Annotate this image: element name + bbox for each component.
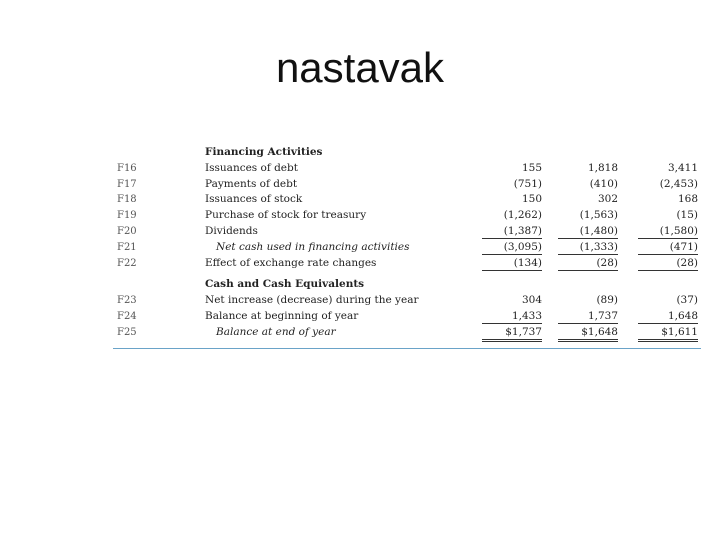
- row-value-col-1: (1,387): [482, 224, 542, 239]
- table-row: [113, 325, 701, 341]
- row-value-col-1: 155: [521, 161, 542, 174]
- row-code: F23: [117, 295, 137, 307]
- row-value-col-1: (3,095): [482, 240, 542, 255]
- row-value-col-3: (15): [676, 209, 698, 222]
- table-row: [113, 192, 701, 208]
- row-value-col-3: 1,648: [638, 309, 698, 324]
- slide-title-text: nastavak: [275, 44, 445, 91]
- row-value-col-3: (28): [638, 256, 698, 271]
- row-value-col-3: $1,611: [638, 325, 698, 342]
- row-label: Balance at beginning of year: [205, 309, 359, 322]
- row-value-col-1: 150: [521, 193, 542, 206]
- section-heading: Cash and Cash Equivalents: [205, 278, 365, 291]
- row-value-col-1: 1,433: [482, 309, 542, 324]
- row-label: Payments of debt: [205, 177, 298, 190]
- row-code: F19: [117, 210, 137, 222]
- row-code: F20: [117, 225, 137, 237]
- table-row: [113, 177, 701, 193]
- row-value-col-2: 1,818: [587, 161, 618, 174]
- row-value-col-2: 302: [597, 193, 618, 206]
- slide-title: [0, 44, 720, 92]
- row-code: F25: [117, 326, 137, 338]
- row-code: F17: [117, 178, 137, 190]
- row-code: F21: [117, 241, 137, 253]
- row-value-col-3: (471): [638, 240, 698, 255]
- row-value-col-1: (751): [513, 177, 542, 190]
- table-row: [113, 240, 701, 256]
- row-label: Issuances of debt: [205, 161, 298, 174]
- table-row: [113, 256, 701, 272]
- row-code: F18: [117, 194, 137, 206]
- table-row: [113, 161, 701, 177]
- row-value-col-2: 1,737: [558, 309, 618, 324]
- section-heading-row: [113, 277, 701, 293]
- row-code: F24: [117, 310, 137, 322]
- row-label: Balance at end of year: [216, 325, 336, 338]
- row-value-col-2: (89): [596, 294, 618, 307]
- row-label: Effect of exchange rate changes: [205, 256, 377, 269]
- row-value-col-1: 304: [521, 294, 542, 307]
- row-label: Net cash used in financing activities: [216, 240, 410, 253]
- row-value-col-3: 168: [677, 193, 698, 206]
- row-value-col-2: (1,333): [558, 240, 618, 255]
- row-value-col-1: (1,262): [503, 209, 542, 222]
- row-value-col-2: (1,563): [579, 209, 618, 222]
- row-value-col-2: $1,648: [558, 325, 618, 342]
- row-value-col-2: (410): [589, 177, 618, 190]
- section-heading: Financing Activities: [205, 146, 323, 158]
- financial-statement-table: [113, 145, 701, 341]
- row-code: F16: [117, 162, 137, 174]
- row-value-col-2: (1,480): [558, 224, 618, 239]
- table-row: [113, 224, 701, 240]
- row-label: Dividends: [205, 224, 258, 237]
- row-label: Net increase (decrease) during the year: [205, 294, 419, 307]
- table-row: [113, 208, 701, 224]
- section-heading-row: [113, 145, 701, 161]
- row-value-col-3: (37): [676, 294, 698, 307]
- table-row: [113, 293, 701, 309]
- table-bottom-rule: [113, 348, 701, 349]
- table-row: [113, 309, 701, 325]
- row-value-col-3: 3,411: [667, 161, 698, 174]
- row-value-col-1: $1,737: [482, 325, 542, 342]
- row-label: Issuances of stock: [205, 193, 303, 206]
- row-value-col-1: (134): [482, 256, 542, 271]
- row-value-col-3: (1,580): [638, 224, 698, 239]
- row-value-col-2: (28): [558, 256, 618, 271]
- row-label: Purchase of stock for treasury: [205, 209, 367, 222]
- row-value-col-3: (2,453): [659, 177, 698, 190]
- row-code: F22: [117, 257, 137, 269]
